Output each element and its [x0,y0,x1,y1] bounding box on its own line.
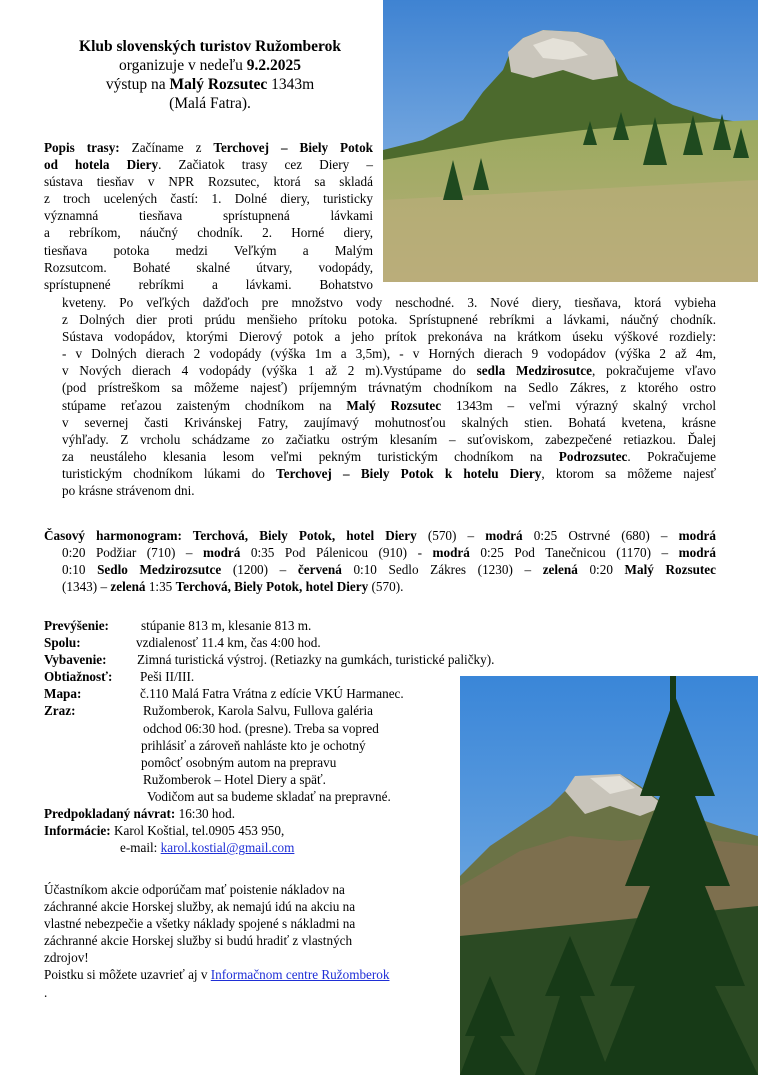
info-centre-link[interactable]: Informačnom centre Ružomberok [210,967,390,983]
photo-spruce-peak-image [460,676,758,1075]
info-contact [44,822,464,839]
insurance-dot: . [44,984,48,1000]
event-header [40,37,380,113]
route-text: Sústava vodopádov, ktorými Dierový potok a jeho prítok prekonáva na krátkom úseku výškové rozdiely: [62,329,716,345]
schedule-bold: modrá [203,545,241,561]
organizes-text: organizuje v nedeľu [118,57,243,74]
info-elevation [44,617,564,634]
route-text: . Začiatok trasy cez Diery – [158,157,373,173]
gear-value: Zimná turistická výstroj. (Retiazky na gumkách, turistické paličky). [137,652,495,668]
meet-lines [141,702,471,805]
route-line [62,379,716,396]
route-bold: Malý Rozsutec [346,397,442,413]
schedule-text: 0:25 Pod Tanečnicou (1170) – [469,545,679,561]
schedule-bold: Sedlo Medzirozsutce [97,562,222,578]
route-line [62,328,716,345]
info-email [44,839,464,856]
meet-line: pomôcť osobným autom na prepravu [141,754,337,770]
schedule-bold: červená [297,562,342,578]
route-description-narrow [44,139,373,293]
difficulty-value: Peši II/III. [140,669,195,685]
schedule-text: (570). [368,579,404,595]
route-line [44,190,373,207]
schedule-text: (1200) – [221,562,298,578]
meet-line: Ružomberok, Karola Salvu, Fullova galéria [143,703,373,719]
difficulty-label: Obtiažnosť: [44,669,113,685]
route-bold: Podrozsutec [558,448,628,464]
schedule-bold: Terchová, Biely Potok, hotel Diery [175,579,369,595]
elevation-value: stúpanie 813 m, klesanie 813 m. [141,618,312,633]
route-bold: Terchovej – Biely Potok k hotelu Diery [276,465,542,481]
info-return [44,805,464,822]
route-text: výhľady. Z vrcholu schádzame zo začiatku ostrým klesaním – suťoviskom, zabezpečené retiazkou. Ďalej [62,431,716,447]
info-return-contact [44,805,464,856]
route-text: tiesňava potoka medzi Veľkým a Malým [44,242,373,258]
total-value: vzdialenosť 11.4 km, čas 4:00 hod. [136,635,321,651]
total-label: Spolu: [44,635,81,651]
contact-value: Karol Koštial, tel.0905 453 950, [113,823,285,839]
route-text: z Dolných dier proti prúdu menšieho prítoku potoka. Sprístupnené rebríkmi a lávkami, náučný chodník. [62,312,716,328]
insurance-line: Účastníkom akcie odporúčam mať poistenie nákladov na [44,882,345,897]
schedule-text: 0:10 Sedlo Zákres (1230) – [341,562,543,578]
route-text: za neustáleho klesania lesom veľmi pekným turistickým chodníkom na [62,448,559,464]
schedule-text: 0:10 [62,562,98,578]
route-line [62,465,716,482]
insurance-line: zdrojov! [44,950,89,966]
route-line [44,207,373,224]
map-label: Mapa: [44,686,82,702]
schedule-text: 0:35 Pod Pálenicou (910) - [240,545,433,561]
insurance-line: záchranné akcie Horskej služby, ak nemajú idú na akciu na [44,899,356,915]
insurance-line: vlastné nebezpečie a všetky náklady spojené s nákladmi na [44,916,356,932]
peak-height: 1343m [271,76,315,93]
schedule-line [44,527,716,544]
insurance-notice [44,881,449,1001]
peak-name: Malý Rozsutec [169,76,268,93]
route-line-0 [44,139,373,156]
meet-label: Zraz: [44,703,76,719]
route-line [62,397,716,414]
schedule-text: (570) – [416,528,486,543]
route-line [44,242,373,259]
return-value: 16:30 hod. [178,806,236,821]
route-line [62,311,716,328]
schedule-bold: modrá [678,528,716,543]
route-line [44,276,373,293]
route-line [62,482,716,499]
route-text: kveteny. Po veľkých dažďoch pre množstvo vody neschodné. 3. Nové diery, tiesňava, ktorá vybieha [62,295,716,310]
route-line [62,294,716,311]
info-total [44,634,564,651]
schedule-label: Časový harmonogram: [44,528,193,543]
schedule-bold: zelená [542,562,578,578]
schedule-bold: Terchová, Biely Potok, hotel Diery [192,528,417,543]
route-text: turistickým chodníkom lúkami do [62,465,277,481]
route-line [62,431,716,448]
ascent-text: výstup na [105,76,166,93]
return-label: Predpokladaný návrat: [44,806,176,821]
route-bold: Terchovej – Biely Potok [213,140,374,155]
route-line [44,156,373,173]
mountain-range: (Malá Fatra). [169,95,251,112]
meet-line: odchod 06:30 hod. (presne). Treba sa vopred [143,720,379,736]
contact-label: Informácie: [44,823,111,839]
photo-meadow-peak [383,0,758,282]
email-label: e-mail: [120,840,158,856]
route-text: z troch ucelených častí: 1. Dolné diery, turisticky [44,191,373,207]
schedule-line [44,544,716,561]
schedule-bold: modrá [485,528,523,543]
route-line [44,224,373,241]
route-line [62,448,716,465]
route-bold: sedla Medzirosutce [476,363,592,379]
route-bold: od hotela Diery [44,157,159,173]
route-text: , pokračujeme vľavo [591,363,716,379]
route-text: po krásne strávenom dni. [62,483,195,499]
email-link[interactable]: karol.kostial@gmail.com [160,840,295,856]
schedule-bold: modrá [678,545,717,561]
schedule-bold: Malý Rozsutec [624,562,717,578]
route-description-wide [62,294,716,499]
photo-meadow-peak-image [383,0,758,282]
elevation-label: Prevýšenie: [44,618,109,633]
schedule-text: 0:20 [577,562,625,578]
insurance-line: záchranné akcie Horskej služby si budú hradiť z vlastných [44,933,353,949]
club-name: Klub slovenských turistov Ružomberok [79,38,341,55]
route-text: . Pokračujeme [627,448,716,464]
event-date-line [40,56,380,75]
schedule-bold: zelená [110,579,146,595]
photo-spruce-peak [460,676,758,1075]
route-text: stúpame reťazou zaisteným chodníkom na [62,397,347,413]
schedule-text: (1343) – [62,579,111,595]
schedule-line [44,561,716,578]
route-text: Začíname z [131,140,214,155]
route-text: v Nových dierach 4 vodopády (výška 1 až 2 m).Vystúpame do [62,363,477,379]
route-text: sprístupnené rebríkmi a lávkami. Bohatstvo [44,276,373,292]
route-text: - v Dolných dierach 2 vodopády (výška 1m a 3,5m), - v Horných dierach 9 vodopádov (výška 2 až 4m, [62,346,716,362]
schedule-line [44,578,716,595]
map-value: č.110 Malá Fatra Vrátna z edície VKÚ Harmanec. [140,686,404,702]
route-line [44,173,373,190]
gear-label: Vybavenie: [44,652,107,668]
insurance-note: Poistku si môžete uzavrieť aj v [44,967,208,983]
route-line [62,345,716,362]
route-text: a rebríkom, náučný chodník. 2. Horné diery, [44,225,373,241]
meet-line: Ružomberok – Hotel Diery a späť. [143,771,326,787]
route-text: 1343m – veľmi výrazný skalný vrchol [441,397,716,413]
schedule-bold: modrá [432,545,470,561]
route-line [62,414,716,431]
schedule-text: 0:20 Podžiar (710) – [62,545,204,561]
route-line [62,362,716,379]
event-date: 9.2.2025 [246,57,302,74]
schedule [44,527,716,595]
route-text: , ktorom sa môžeme najesť [541,465,716,481]
peak-line [40,75,380,94]
route-text: Rozsutcom. Bohaté skalné útvary, vodopády, [44,259,373,275]
schedule-text: 0:25 Ostrvné (680) – [522,528,679,543]
route-text: v severnej časti Krivánskej Fatry, zaujímavý mohutnosťou skalných stien. Bohatá kvetena, krásne [62,414,716,430]
meet-line: Vodičom aut sa budeme skladať na prepravné. [147,788,391,804]
route-text: (pod prístreškom sa môžeme najesť) príjemným trávnatým chodníkom na Sedlo Zákres, z ktorého ostro [62,380,716,396]
info-gear [44,651,564,668]
meet-line: prihlásiť a zároveň nahláste kto je ochotný [141,737,366,753]
route-line [44,259,373,276]
insurance-link-line [44,966,449,983]
route-text: sústava tiesňav v NPR Rozsutec, ktorá sa skladá [44,174,373,190]
route-text: významná tiesňava sprístupnená lávkami [44,208,373,224]
route-label: Popis trasy: [44,140,120,155]
schedule-text: 1:35 [145,579,176,595]
